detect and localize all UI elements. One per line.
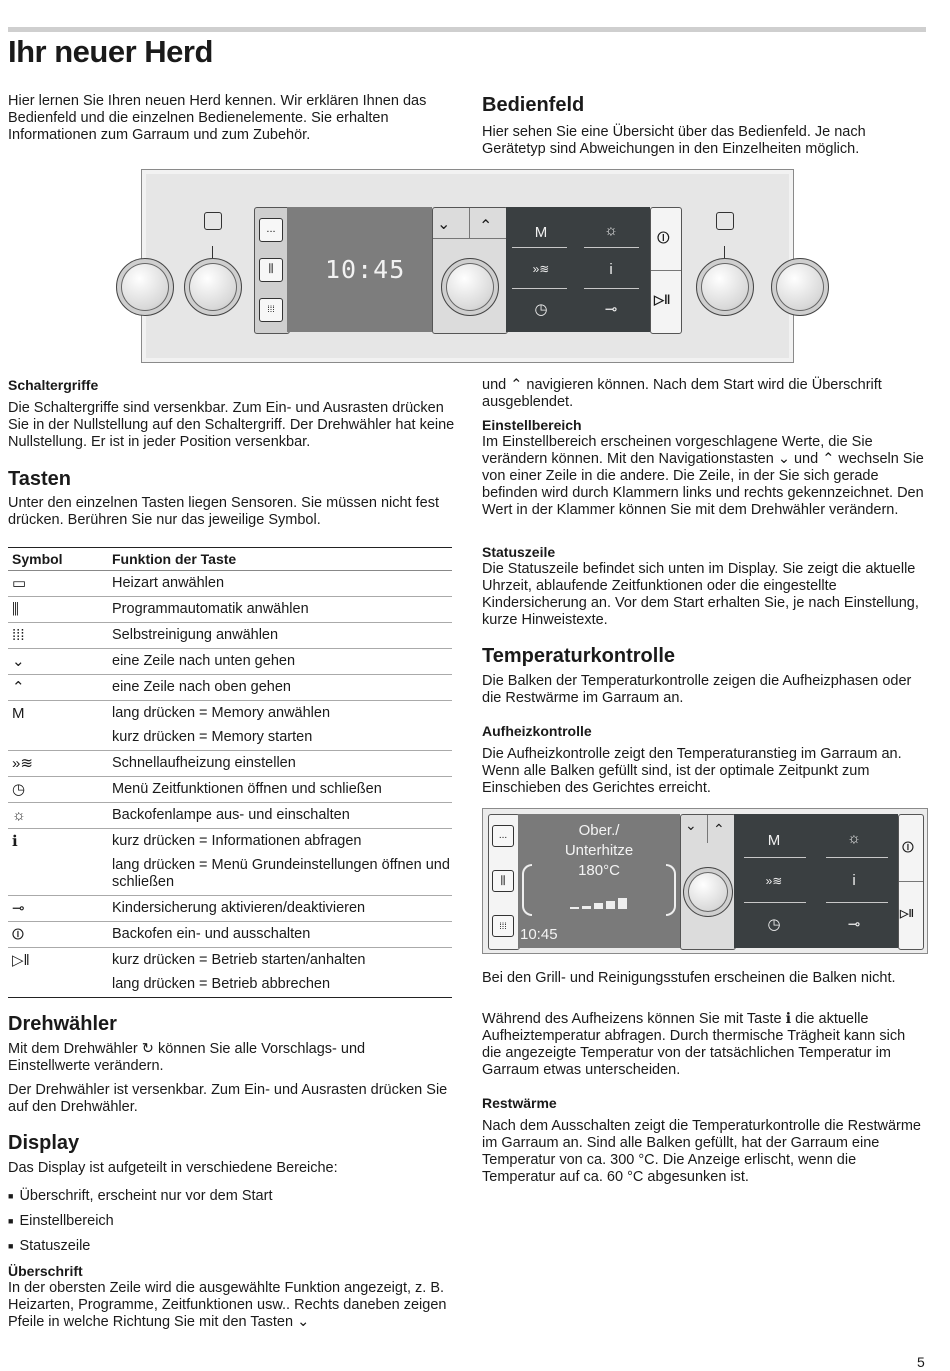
function-cell — [108, 948, 452, 998]
pad-rule — [512, 247, 567, 248]
grill-text: Bei den Grill- und Reinigungsstufen erscheinen die Balken nicht. — [482, 970, 896, 986]
display-right-keys — [898, 814, 924, 950]
function-cell — [108, 649, 452, 675]
pad-rule — [584, 247, 639, 248]
programm-key: ⫼ — [259, 258, 283, 282]
nav-divider — [469, 208, 470, 238]
drehwaehler-text-1: Mit dem Drehwähler ↻ können Sie alle Vorschlags- und Einstellwerte verändern. — [8, 1041, 366, 1074]
temperaturkontrolle-text: Die Balken der Temperaturkontrolle zeigen die Aufheizphasen oder die Restwärme im Garraum an. — [482, 673, 912, 706]
heizart-key: ... — [259, 218, 283, 242]
knob-far-left — [116, 258, 174, 316]
nav-area — [432, 207, 508, 334]
navigation-text: und ⌃ navigieren können. Nach dem Start wird die Überschrift ausgeblendet. — [482, 377, 882, 410]
function-cell — [108, 751, 452, 777]
function-text: Kindersicherung aktivieren/deaktivieren — [112, 900, 366, 916]
table-row — [8, 803, 452, 829]
function-text-secondary: lang drücken = Menü Grundeinstellungen öffnen und schließen — [112, 857, 450, 890]
heat-bar-5 — [618, 898, 627, 909]
list-item: ■ Statuszeile — [8, 1234, 272, 1259]
knob-mark — [724, 246, 725, 258]
table-row — [8, 777, 452, 803]
function-text: Schnellaufheizung einstellen — [112, 755, 296, 771]
heizart-key-small: ... — [492, 825, 514, 847]
pad-rule — [826, 902, 888, 903]
display-line-3: 180°C — [578, 862, 620, 879]
nav-divider — [707, 815, 708, 843]
list-item: ■ Überschrift, erscheint nur vor dem Start — [8, 1184, 272, 1209]
display-illustration — [482, 808, 928, 954]
statuszeile-heading: Statuszeile — [482, 544, 556, 560]
lamp-icon: ☼ — [604, 222, 618, 239]
intro-text: Hier lernen Sie Ihren neuen Herd kennen. Wir erklären Ihnen das Bedienfeld und die einzelnen Bedienelemente. Sie erhalten Informationen zum Garraum und zum Zubehör. — [8, 93, 427, 143]
aufheizkontrolle-text: Die Aufheizkontrolle zeigt den Temperaturanstieg im Garraum an. Wenn alle Balken gefüllt sind, ist der optimale Zeitpunkt zum Einschieben des Gerichtes erreicht. — [482, 746, 902, 796]
power-icon: ⏼ — [657, 230, 670, 247]
heat-bar-3 — [594, 903, 603, 909]
display-line-1: Ober./ — [578, 822, 620, 839]
symbol-table — [8, 547, 452, 998]
arrow-down-icon: ⌄ — [685, 817, 697, 833]
function-text: Menü Zeitfunktionen öffnen und schließen — [112, 781, 382, 797]
function-cell — [108, 623, 452, 649]
function-text: Backofenlampe aus- und einschalten — [112, 807, 350, 823]
arrow-up-icon: ⌃ — [713, 821, 725, 837]
symbol-cell: »≋ — [8, 751, 108, 777]
top-rule — [8, 27, 926, 32]
table-row — [8, 922, 452, 948]
pad-rule — [826, 857, 888, 858]
keypad-rule — [899, 881, 923, 882]
clock-icon: ◷ — [534, 301, 548, 318]
function-cell — [108, 597, 452, 623]
function-text: eine Zeile nach unten gehen — [112, 653, 296, 669]
function-cell — [108, 571, 452, 597]
function-text-secondary: kurz drücken = Memory starten — [112, 729, 313, 745]
knob-position-icon-right — [716, 212, 734, 230]
display-status-time: 10:45 — [520, 926, 558, 943]
pad-rule — [744, 857, 806, 858]
symbol-cell: ⌄ — [8, 649, 108, 675]
list-item: ■ Einstellbereich — [8, 1209, 272, 1234]
bedienfeld-heading: Bedienfeld — [482, 94, 585, 116]
function-cell — [108, 922, 452, 948]
info-icon: i — [852, 872, 856, 889]
left-keypad — [254, 207, 290, 334]
info-icon: i — [609, 261, 613, 278]
symbol-cell: M — [8, 701, 108, 751]
ueberschrift-text: In der obersten Zeile wird die ausgewählte Funktion angezeigt, z. B. Heizarten, Programme, Zeitfunktionen usw.. Rechts daneben zeigen Pfeile in welche Richtung Sie mit den Tasten ⌄ — [8, 1280, 447, 1330]
statuszeile-text: Die Statuszeile befindet sich unten im Display. Sie zeigt die aktuelle Uhrzeit, ablaufende Zeitfunktionen oder die eingestellte Kindersicherung an. Vor dem Start erhalten Sie, je nach Einstellung, kurze Hinweistexte. — [482, 561, 919, 628]
column-header-symbol: Symbol — [8, 548, 108, 571]
symbol-cell: ⌃ — [8, 675, 108, 701]
display-line-2: Unterhitze — [564, 842, 634, 859]
drehwaehler-heading: Drehwähler — [8, 1013, 117, 1035]
table-row — [8, 751, 452, 777]
table-row — [8, 623, 452, 649]
right-keypad — [650, 207, 682, 334]
memory-icon: M — [534, 224, 548, 241]
display-left-keys — [488, 814, 520, 950]
display-function-pad — [734, 814, 898, 948]
column-header-function: Funktion der Taste — [108, 548, 452, 571]
bedienfeld-text: Hier sehen Sie eine Übersicht über das Bedienfeld. Je nach Gerätetyp sind Abweichungen in den Einzelheiten möglich. — [482, 124, 866, 157]
display-screen — [518, 814, 680, 948]
pad-rule — [512, 288, 567, 289]
symbol-cell: ⫼ — [8, 597, 108, 623]
page-title: Ihr neuer Herd — [8, 34, 213, 69]
tasten-text: Unter den einzelnen Tasten liegen Sensoren. Sie müssen nicht fest drücken. Berühren Sie nur das jeweilige Symbol. — [8, 495, 439, 528]
table-header-row — [8, 548, 452, 571]
power-icon: ⏼ — [902, 839, 914, 856]
function-cell — [108, 803, 452, 829]
key-icon: ⊸ — [604, 301, 618, 318]
arrow-up-icon: ⌃ — [479, 218, 493, 235]
lamp-icon: ☼ — [847, 830, 861, 847]
reinigung-key-small: ⁞⁞⁞ — [492, 915, 514, 937]
aufheizkontrolle-heading: Aufheizkontrolle — [482, 723, 592, 739]
schnellaufheizung-icon: »≋ — [765, 874, 783, 888]
function-cell — [108, 777, 452, 803]
aufheiztemperatur-text: Während des Aufheizens können Sie mit Taste ℹ die aktuelle Aufheiztemperatur abfragen. Durch thermische Trägheit kann sich die angezeigte Temperatur von der tatsächlichen Temperatur im Garraum etwas unterscheiden. — [482, 1011, 906, 1078]
control-panel-illustration — [141, 169, 794, 363]
table-row — [8, 675, 452, 701]
function-text: lang drücken = Memory anwählen — [112, 705, 331, 721]
right-knob — [696, 258, 754, 316]
einstellbereich-text: Im Einstellbereich erscheinen vorgeschlagene Werte, die Sie verändern können. Mit den Navigationstasten ⌄ und ⌃ wechseln Sie von einer Zeile in die andere. Die Zeile, in der Sie sich gerade befinden wird durch Klammern links und rechts gekennzeichnet. Den Wert in der Klammer können Sie mit dem Drehwähler verändern. — [482, 434, 924, 518]
panel-clock: 10:45 — [325, 255, 406, 284]
pad-rule — [584, 288, 639, 289]
function-cell — [108, 896, 452, 922]
display-nav-area — [680, 814, 736, 950]
symbol-cell: ▭ — [8, 571, 108, 597]
start-stop-icon: ▷‖ — [654, 292, 671, 307]
function-text: eine Zeile nach oben gehen — [112, 679, 291, 695]
drehwaehler-knob — [441, 258, 499, 316]
function-text: kurz drücken = Informationen abfragen — [112, 833, 362, 849]
table-row — [8, 948, 452, 998]
page-number: 5 — [917, 1354, 925, 1370]
function-text: Backofen ein- und ausschalten — [112, 926, 311, 942]
programm-key-small: ⫼ — [492, 870, 514, 892]
symbol-cell: ⊸ — [8, 896, 108, 922]
table-row — [8, 896, 452, 922]
restwaerme-heading: Restwärme — [482, 1095, 557, 1111]
temperaturkontrolle-heading: Temperaturkontrolle — [482, 645, 675, 667]
knob-mark — [212, 246, 213, 258]
symbol-cell: ⁞⁞⁞ — [8, 623, 108, 649]
function-text: Heizart anwählen — [112, 575, 225, 591]
table-row — [8, 829, 452, 896]
einstellbereich-heading: Einstellbereich — [482, 417, 582, 433]
left-knob — [184, 258, 242, 316]
bracket-right — [666, 864, 676, 916]
arrow-down-icon: ⌄ — [437, 216, 451, 233]
nav-rule — [433, 238, 507, 239]
schaltergriffe-text: Die Schaltergriffe sind versenkbar. Zum Ein- und Ausrasten drücken Sie in der Nullstellung auf den Schaltergriff. Der Drehwähler hat keine Nullstellung. Er ist in jeder Position versenkbar. — [8, 400, 455, 450]
function-cell — [108, 701, 452, 751]
knob-far-right — [771, 258, 829, 316]
bracket-left — [522, 864, 532, 916]
symbol-cell: ⏼ — [8, 922, 108, 948]
display-area-list — [8, 1184, 272, 1259]
restwaerme-text: Nach dem Ausschalten zeigt die Temperaturkontrolle die Restwärme im Garraum an. Sind alle Balken gefüllt, hat der Garraum eine Temperatur von ca. 300 °C. Die Anzeige erlischt, wenn die Temperatur auf ca. 60 °C abgesunken ist. — [482, 1118, 921, 1185]
clock-icon: ◷ — [767, 916, 781, 933]
memory-icon: M — [767, 832, 781, 849]
function-cell — [108, 829, 452, 896]
table-row — [8, 701, 452, 751]
display-heading: Display — [8, 1132, 80, 1154]
symbol-cell: ☼ — [8, 803, 108, 829]
heat-bar-1 — [570, 907, 579, 909]
start-stop-icon: ▷‖ — [900, 908, 914, 920]
panel-display — [287, 207, 432, 332]
table-row — [8, 649, 452, 675]
drehwaehler-text-2: Der Drehwähler ist versenkbar. Zum Ein- und Ausrasten drücken Sie auf den Drehwähler. — [8, 1082, 448, 1115]
heat-bar-2 — [582, 906, 591, 909]
function-text-secondary: lang drücken = Betrieb abbrechen — [112, 976, 331, 992]
symbol-cell: ℹ — [8, 829, 108, 896]
function-text: Selbstreinigung anwählen — [112, 627, 279, 643]
knob-position-icon — [204, 212, 222, 230]
ueberschrift-heading: Überschrift — [8, 1263, 83, 1279]
function-cell — [108, 675, 452, 701]
display-text: Das Display ist aufgeteilt in verschiedene Bereiche: — [8, 1160, 338, 1176]
key-icon: ⊸ — [847, 916, 861, 933]
tasten-heading: Tasten — [8, 468, 71, 490]
function-text: Programmautomatik anwählen — [112, 601, 309, 617]
schaltergriffe-heading: Schaltergriffe — [8, 377, 99, 393]
reinigung-key: ⁞⁞⁞ — [259, 298, 283, 322]
symbol-cell: ▷‖ — [8, 948, 108, 998]
schnellaufheizung-icon: »≋ — [532, 262, 550, 276]
drehwaehler-knob-small — [683, 867, 733, 917]
function-text: kurz drücken = Betrieb starten/anhalten — [112, 952, 366, 968]
pad-rule — [744, 902, 806, 903]
function-pad — [506, 207, 650, 332]
table-row — [8, 571, 452, 597]
keypad-rule — [651, 270, 681, 271]
table-row — [8, 597, 452, 623]
symbol-cell: ◷ — [8, 777, 108, 803]
heat-bar-4 — [606, 901, 615, 909]
